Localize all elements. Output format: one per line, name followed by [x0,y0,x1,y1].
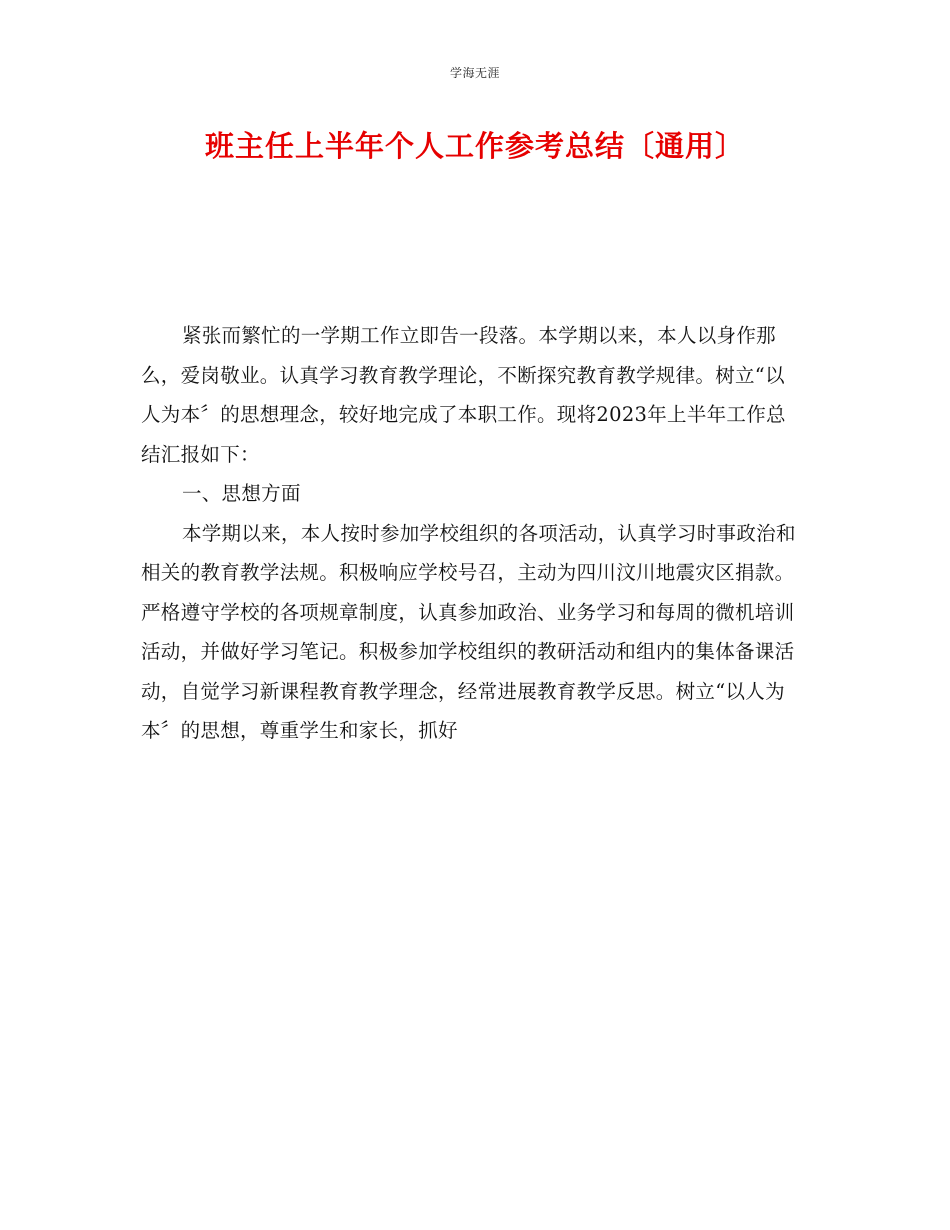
document-title: 班主任上半年个人工作参考总结〔通用〕 [204,129,745,163]
paragraph-intro: 紧张而繁忙的一学期工作立即告一段落。本学期以来，本人以身作那么，爱岗敬业。认真学习教育教学理论，不断探究教育教学规律。树立“以人为本〞的思想理念，较好地完成了本职工作。现将2023年上半年工作总结汇报如下： [141,324,786,466]
section-heading-thought: 一、思想方面 [181,482,301,505]
paragraph-thought: 本学期以来，本人按时参加学校组织的各项活动，认真学习时事政治和相关的教育教学法规。积极响应学校号召，主动为四川汶川地震灾区捐款。严格遵守学校的各项规章制度，认真参加政治、业务学习和每周的微机培训活动，并做好学习笔记。积极参加学校组织的教研活动和组内的集体备课活动，自觉学习新课程教育教学理念，经常进展教育教学反思。树立“以人为本〞的思想，尊重学生和家长，抓好 [141,521,796,742]
page-header: 学海无涯 [449,66,500,80]
document-body [141,316,801,751]
